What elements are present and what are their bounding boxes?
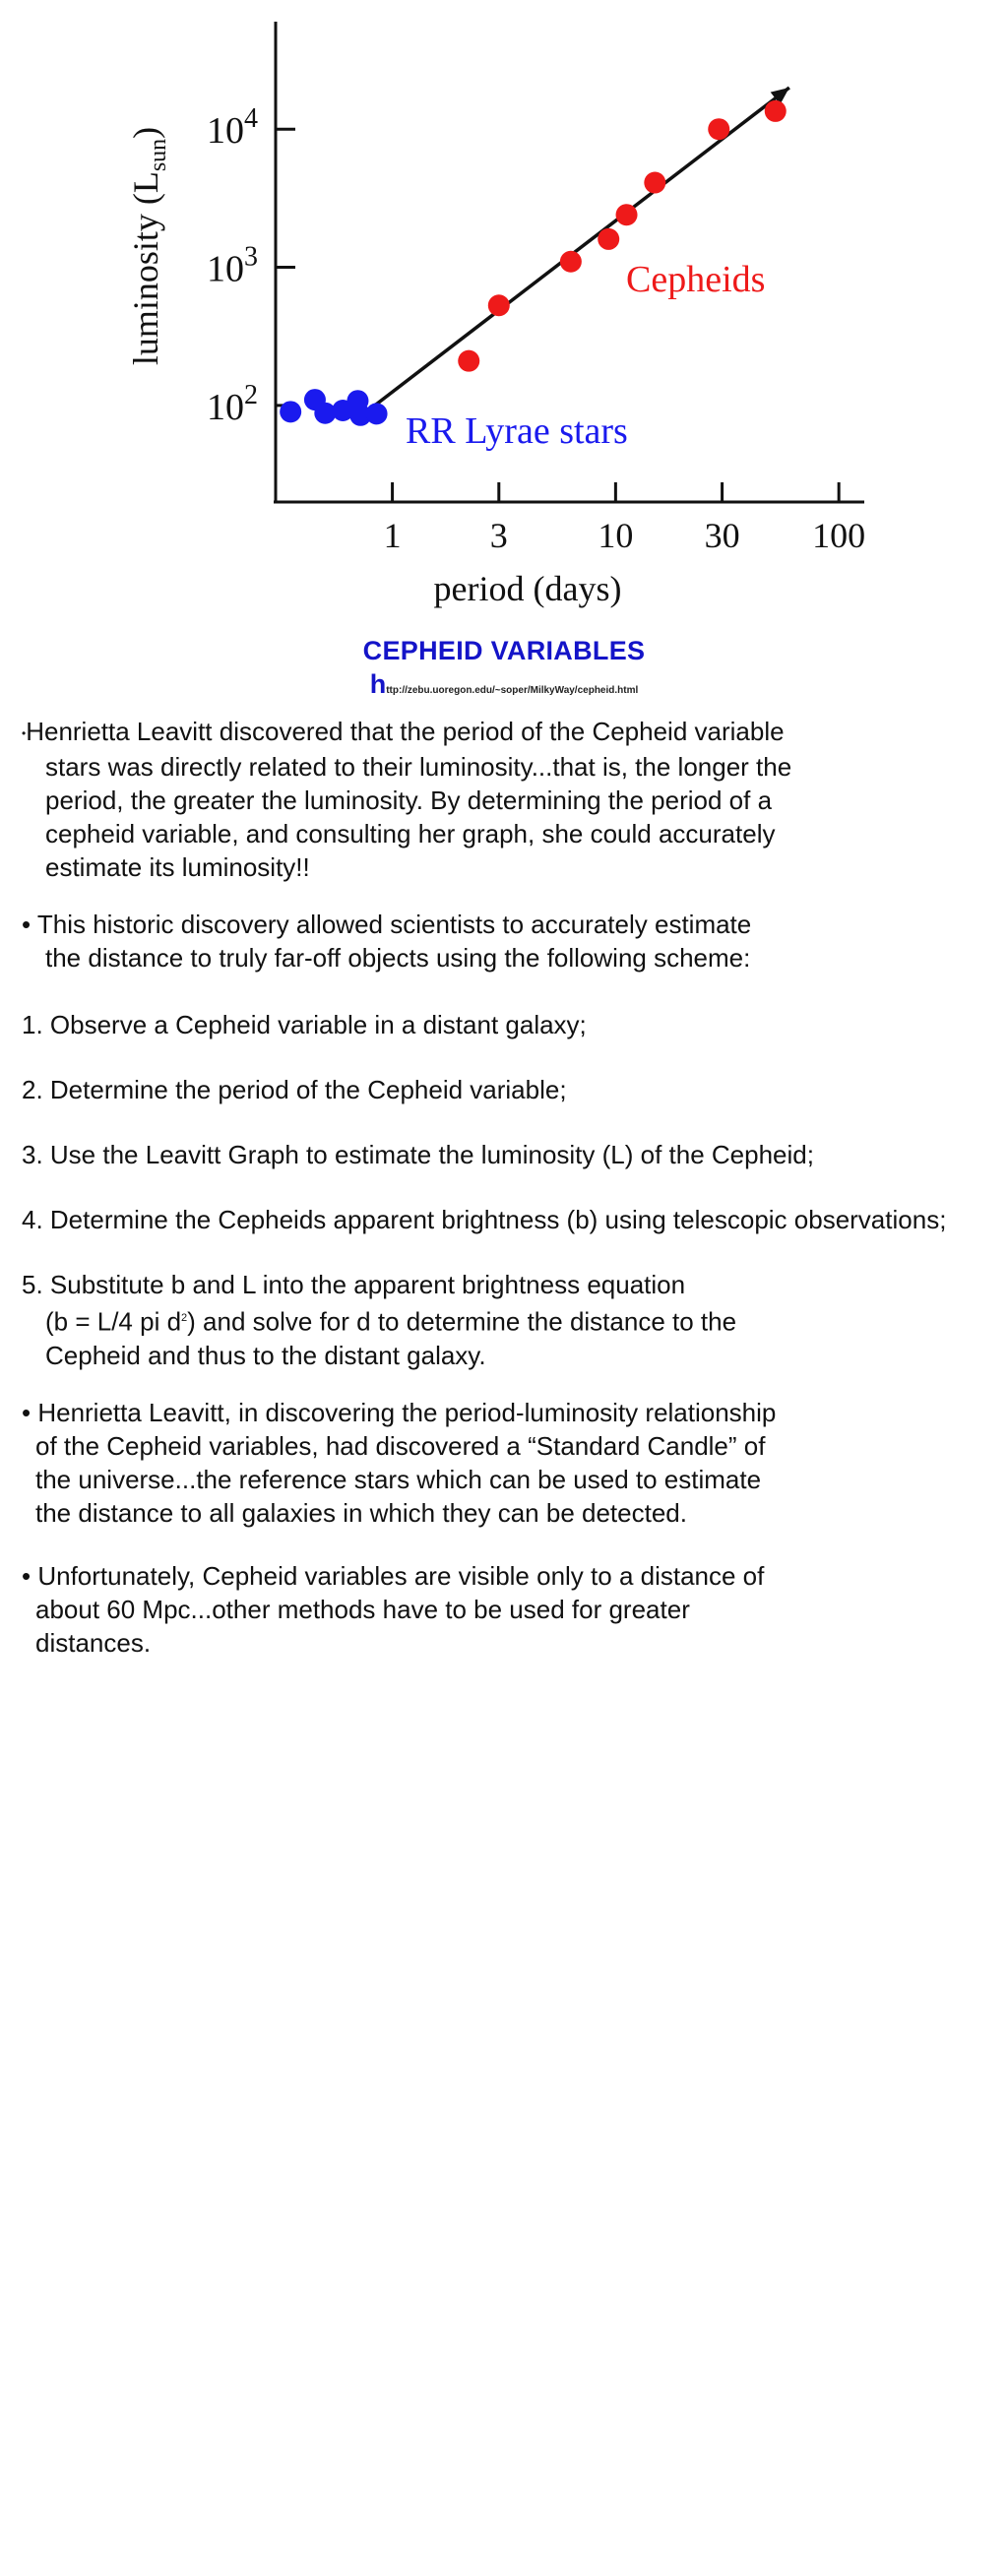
step-3: 3. Use the Leavitt Graph to estimate the luminosity (L) of the Cepheid; (22, 1140, 814, 1169)
cepheid-point (458, 350, 479, 372)
paragraph-distance-limit (22, 1559, 764, 1660)
paragraph-standard-candle (22, 1396, 776, 1530)
equation-exponent: 2 (181, 1312, 188, 1324)
text-line: of the Cepheid variables, had discovered a “Standard Candle” of (35, 1431, 766, 1461)
y-tick-label: $10^4$ (207, 103, 258, 153)
cepheid-point (616, 204, 638, 225)
x-axis-label: period (days) (433, 569, 622, 608)
text-line: stars was directly related to their luminosity...that is, the longer the (45, 752, 792, 783)
cepheid-point (560, 251, 582, 273)
text-line: 5. Substitute b and L into the apparent brightness equation (22, 1270, 686, 1299)
equation-text-cont: ) and solve for d to determine the distance to the (187, 1306, 737, 1337)
equation-text: (b = L/4 pi d (45, 1306, 182, 1337)
text-line: distances. (35, 1628, 152, 1658)
step-2: 2. Determine the period of the Cepheid variable; (22, 1075, 567, 1104)
y-tick-label: $10^2$ (207, 379, 258, 428)
series-label-cepheids: Cepheids (626, 259, 766, 300)
y-axis-label: luminosity $(L_{sun})$ (126, 126, 171, 366)
caption-url-rest: ttp://zebu.uoregon.edu/~soper/MilkyWay/cepheid.html (386, 685, 639, 696)
text-line: cepheid variable, and consulting her graph, she could accurately (45, 819, 776, 849)
y-tick-label: $10^3$ (207, 241, 258, 290)
x-tick-label: 10 (598, 516, 634, 555)
text-line: the distance to truly far-off objects using the following scheme: (45, 943, 751, 973)
rr-lyrae-point (366, 403, 388, 424)
figure-caption-title: CEPHEID VARIABLES (362, 636, 646, 665)
cepheid-point (708, 118, 729, 140)
x-tick-label: 30 (704, 516, 740, 555)
text-line: period, the greater the luminosity. By determining the period of a (45, 785, 773, 816)
text-line: Cepheid and thus to the distant galaxy. (45, 1340, 486, 1370)
text-line: • This historic discovery allowed scientists to accurately estimate (22, 910, 752, 939)
rr-lyrae-point (280, 401, 301, 422)
text-line: the universe...the reference stars which can be used to estimate (35, 1465, 762, 1494)
step-5 (22, 1268, 736, 1372)
x-axis-ticks (384, 482, 866, 555)
caption-url-initial: h (369, 669, 387, 699)
series-label-rr-lyrae: RR Lyrae stars (406, 410, 628, 452)
step-4: 4. Determine the Cepheids apparent brightness (b) using telescopic observations; (22, 1205, 947, 1234)
text-line: • Unfortunately, Cepheid variables are visible only to a distance of (22, 1561, 765, 1591)
text-line: Henrietta Leavitt discovered that the period of the Cepheid variable (26, 717, 785, 746)
x-tick-label: 3 (489, 516, 508, 555)
cepheid-point (488, 294, 510, 316)
bullet: • (22, 726, 27, 741)
text-line: about 60 Mpc...other methods have to be used for greater (35, 1595, 690, 1624)
cepheid-point (644, 172, 665, 194)
step-1: 1. Observe a Cepheid variable in a distant galaxy; (22, 1010, 587, 1039)
y-axis-ticks (207, 103, 295, 428)
text-line (22, 1301, 736, 1339)
cepheid-point (765, 100, 787, 122)
figure-caption-url (0, 669, 1008, 700)
x-tick-label: 100 (812, 516, 866, 555)
text-line: • Henrietta Leavitt, in discovering the period-luminosity relationship (22, 1398, 777, 1427)
cepheid-point (598, 228, 619, 250)
paragraph-leavitt-discovery (22, 715, 791, 884)
period-luminosity-chart (0, 0, 1008, 630)
text-line: estimate its luminosity!! (45, 852, 310, 883)
x-tick-label: 1 (383, 516, 402, 555)
text-line: the distance to all galaxies in which they can be detected. (35, 1498, 687, 1528)
paragraph-historic-discovery (22, 908, 751, 974)
